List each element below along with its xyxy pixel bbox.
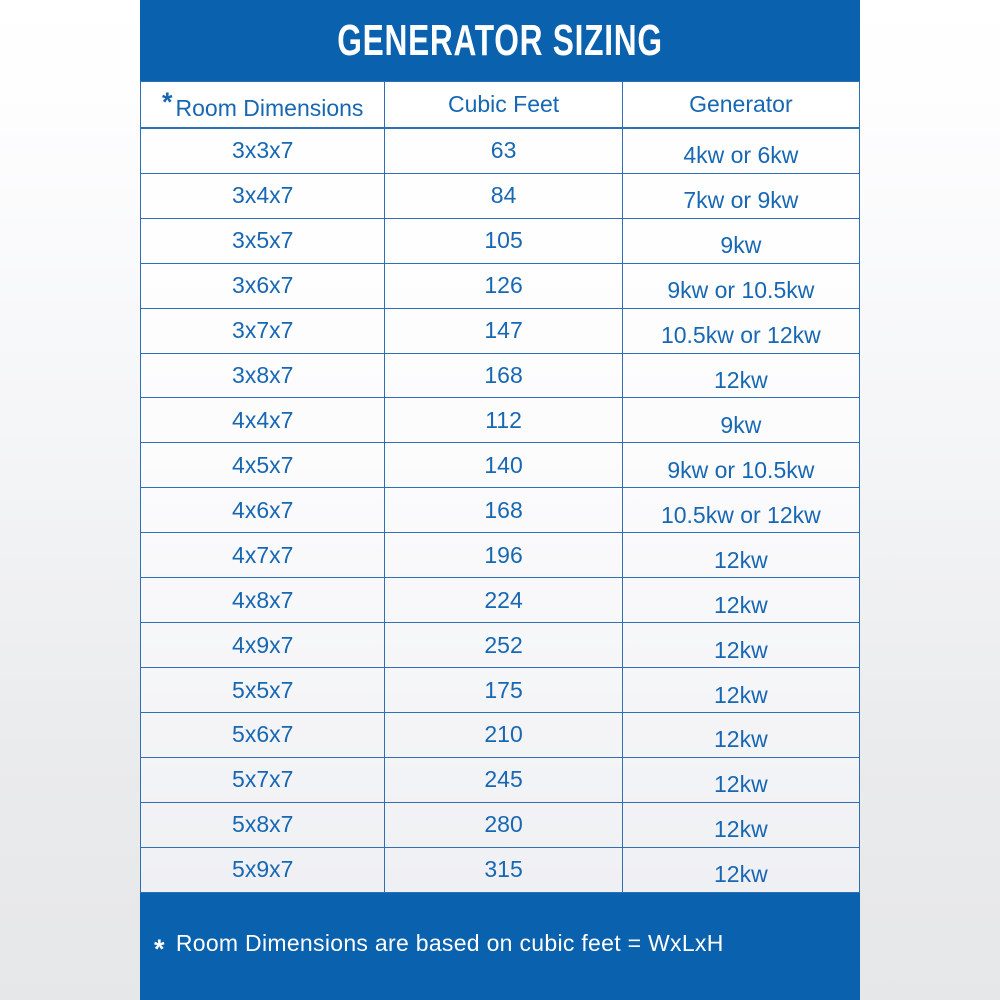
table-row <box>141 847 860 892</box>
generator-cell-text: 12kw <box>714 546 768 573</box>
generator-cell <box>622 443 859 488</box>
table-row <box>141 173 860 218</box>
header-generator-label: Generator <box>689 90 793 117</box>
generator-cell <box>622 802 859 847</box>
cubic-feet-cell-text: 105 <box>484 227 523 254</box>
cubic-feet-cell <box>385 578 622 623</box>
table-row <box>141 533 860 578</box>
cubic-feet-cell <box>385 847 622 892</box>
room-cell <box>141 263 385 308</box>
cubic-feet-cell-text: 84 <box>490 182 517 209</box>
generator-cell <box>622 668 859 713</box>
room-cell <box>141 128 385 174</box>
generator-cell <box>622 353 859 398</box>
room-cell <box>141 757 385 802</box>
table-row <box>141 668 860 713</box>
cubic-feet-cell <box>385 533 622 578</box>
table-row <box>141 757 860 802</box>
page-title: GENERATOR SIZING <box>337 15 663 65</box>
header-room-label: Room Dimensions <box>175 94 364 121</box>
generator-cell <box>622 398 859 443</box>
generator-cell-text: 12kw <box>714 636 768 663</box>
header-generator <box>622 82 859 128</box>
generator-cell-text: 9kw or 10.5kw <box>667 456 815 483</box>
cubic-feet-cell-text: 168 <box>484 361 523 388</box>
header-cubic-feet <box>385 82 622 128</box>
table-row <box>141 802 860 847</box>
room-cell-text: 5x6x7 <box>232 721 294 748</box>
room-cell <box>141 533 385 578</box>
cubic-feet-cell <box>385 668 622 713</box>
sizing-table <box>140 81 860 893</box>
generator-cell <box>622 757 859 802</box>
header-cubic-feet-label: Cubic Feet <box>447 90 560 117</box>
generator-cell-text: 12kw <box>714 366 768 393</box>
cubic-feet-cell <box>385 488 622 533</box>
generator-cell-text: 9kw <box>720 232 762 259</box>
generator-cell <box>622 713 859 758</box>
table-row <box>141 353 860 398</box>
room-cell-text: 4x6x7 <box>232 496 294 523</box>
room-cell <box>141 308 385 353</box>
table-row <box>141 398 860 443</box>
room-cell-text: 5x5x7 <box>232 676 294 703</box>
table-area <box>140 81 860 893</box>
cubic-feet-cell-text: 175 <box>484 676 523 703</box>
cubic-feet-cell-text: 224 <box>484 586 523 613</box>
room-cell <box>141 398 385 443</box>
table-row <box>141 128 860 174</box>
cubic-feet-cell <box>385 263 622 308</box>
table-row <box>141 443 860 488</box>
room-cell <box>141 218 385 263</box>
generator-cell <box>622 308 859 353</box>
cubic-feet-cell <box>385 802 622 847</box>
room-cell <box>141 802 385 847</box>
cubic-feet-cell-text: 140 <box>484 451 523 478</box>
asterisk-marker: * <box>162 86 173 117</box>
footnote-text: Room Dimensions are based on cubic feet = WxLxH <box>175 930 724 956</box>
generator-cell-text: 12kw <box>714 816 768 843</box>
header-room-dimensions <box>141 82 385 128</box>
cubic-feet-cell <box>385 353 622 398</box>
cubic-feet-cell-text: 126 <box>484 272 523 299</box>
cubic-feet-cell <box>385 128 622 174</box>
room-cell-text: 3x6x7 <box>232 272 294 299</box>
cubic-feet-cell-text: 252 <box>484 631 523 658</box>
sizing-table-body <box>141 128 860 893</box>
generator-cell <box>622 847 859 892</box>
asterisk-marker: * <box>154 934 165 964</box>
room-cell-text: 4x7x7 <box>232 541 294 568</box>
generator-cell <box>622 128 859 174</box>
cubic-feet-cell-text: 168 <box>484 496 523 523</box>
cubic-feet-cell <box>385 398 622 443</box>
cubic-feet-cell <box>385 443 622 488</box>
room-cell-text: 3x7x7 <box>232 317 294 344</box>
cubic-feet-cell-text: 315 <box>484 856 523 883</box>
table-row <box>141 713 860 758</box>
generator-cell-text: 12kw <box>714 771 768 798</box>
table-row <box>141 488 860 533</box>
generator-cell <box>622 578 859 623</box>
room-cell-text: 3x3x7 <box>232 137 294 164</box>
generator-cell-text: 9kw or 10.5kw <box>667 277 815 304</box>
generator-cell <box>622 533 859 578</box>
room-cell-text: 5x8x7 <box>232 811 294 838</box>
room-cell-text: 5x7x7 <box>232 766 294 793</box>
room-cell-text: 3x5x7 <box>232 227 294 254</box>
room-cell <box>141 488 385 533</box>
cubic-feet-cell <box>385 308 622 353</box>
cubic-feet-cell-text: 196 <box>484 541 523 568</box>
cubic-feet-cell-text: 280 <box>484 811 523 838</box>
room-cell <box>141 623 385 668</box>
table-row <box>141 623 860 668</box>
generator-cell-text: 10.5kw or 12kw <box>660 322 821 349</box>
generator-cell-text: 9kw <box>720 411 762 438</box>
room-cell-text: 3x8x7 <box>232 361 294 388</box>
generator-cell <box>622 488 859 533</box>
cubic-feet-cell-text: 147 <box>484 317 523 344</box>
cubic-feet-cell-text: 112 <box>485 406 522 433</box>
table-row <box>141 263 860 308</box>
room-cell <box>141 173 385 218</box>
generator-cell <box>622 263 859 308</box>
room-cell <box>141 847 385 892</box>
room-cell <box>141 443 385 488</box>
room-cell <box>141 578 385 623</box>
table-row <box>141 308 860 353</box>
room-cell <box>141 353 385 398</box>
room-cell-text: 4x4x7 <box>232 406 294 433</box>
generator-cell <box>622 623 859 668</box>
cubic-feet-cell-text: 245 <box>484 766 523 793</box>
generator-cell-text: 12kw <box>714 726 768 753</box>
cubic-feet-cell-text: 63 <box>490 137 517 164</box>
cubic-feet-cell-text: 210 <box>484 721 523 748</box>
generator-cell-text: 12kw <box>714 681 768 708</box>
room-cell-text: 4x8x7 <box>232 586 294 613</box>
generator-cell <box>622 218 859 263</box>
header-row <box>141 82 860 128</box>
room-cell-text: 3x4x7 <box>232 182 294 209</box>
cubic-feet-cell <box>385 173 622 218</box>
cubic-feet-cell <box>385 218 622 263</box>
cubic-feet-cell <box>385 713 622 758</box>
generator-cell-text: 4kw or 6kw <box>683 142 799 169</box>
generator-cell-text: 7kw or 9kw <box>683 187 799 214</box>
table-row <box>141 578 860 623</box>
room-cell <box>141 713 385 758</box>
footnote-band <box>140 893 860 1000</box>
cubic-feet-cell <box>385 757 622 802</box>
title-band <box>140 0 860 81</box>
table-header <box>141 82 860 128</box>
generator-cell <box>622 173 859 218</box>
generator-cell-text: 12kw <box>714 861 768 888</box>
room-cell-text: 4x9x7 <box>232 631 294 658</box>
cubic-feet-cell <box>385 623 622 668</box>
room-cell <box>141 668 385 713</box>
table-row <box>141 218 860 263</box>
generator-sizing-panel <box>140 0 860 1000</box>
room-cell-text: 5x9x7 <box>232 856 294 883</box>
generator-cell-text: 10.5kw or 12kw <box>660 501 821 528</box>
room-cell-text: 4x5x7 <box>232 451 294 478</box>
generator-cell-text: 12kw <box>714 591 768 618</box>
